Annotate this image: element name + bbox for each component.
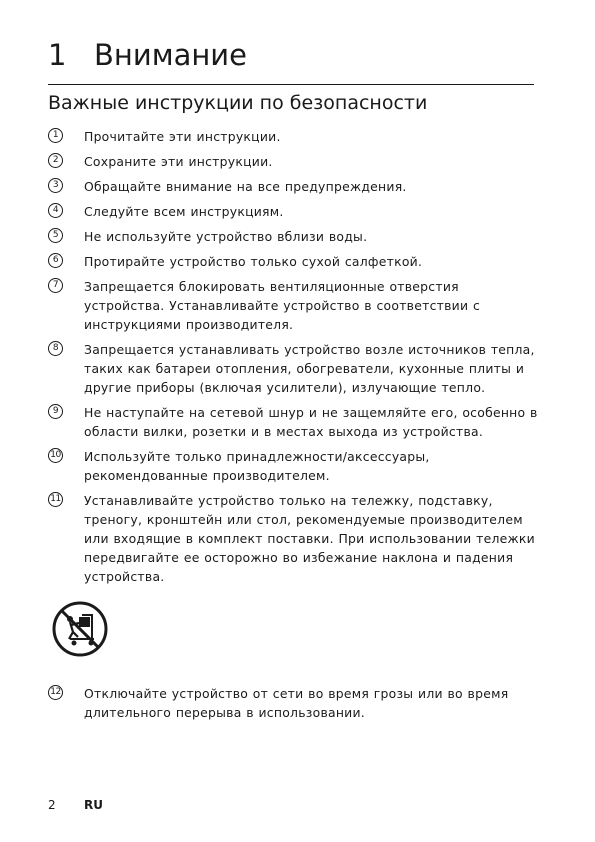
instruction-text-7: Запрещается блокировать вентиляционные отверстия устройства. Устанавливайте устройство в соответствии с инструкциями производителя.: [84, 279, 481, 332]
instruction-item-9: [48, 403, 540, 441]
instruction-item-6: [48, 252, 540, 271]
cart-tip-over-warning-icon: [52, 601, 108, 657]
chapter-number: 1: [48, 38, 67, 72]
language-code: RU: [84, 798, 103, 812]
instruction-text-9: Не наступайте на сетевой шнур и не защемляйте его, особенно в области вилки, розетки и в местах выхода из устройства.: [84, 405, 538, 439]
heading-rule: [48, 84, 534, 85]
section-title: Важные инструкции по безопасности: [48, 92, 428, 114]
instruction-text-1: Прочитайте эти инструкции.: [84, 129, 281, 144]
instruction-item-11: [48, 491, 540, 586]
instruction-text-3: Обращайте внимание на все предупреждения.: [84, 179, 407, 194]
item-number-3: 3: [48, 178, 63, 193]
safety-instructions-list-continued: [48, 684, 540, 728]
item-number-1: 1: [48, 128, 63, 143]
instruction-item-8: [48, 340, 540, 397]
instruction-item-4: [48, 202, 540, 221]
instruction-item-5: [48, 227, 540, 246]
item-number-4: 4: [48, 203, 63, 218]
item-number-11: 11: [48, 492, 63, 507]
instruction-text-10: Используйте только принадлежности/аксессуары, рекомендованные производителем.: [84, 449, 430, 483]
safety-instructions-list: [48, 127, 540, 592]
instruction-text-8: Запрещается устанавливать устройство возле источников тепла, таких как батареи отопления, обогреватели, кухонные плиты и другие приборы (включая усилители), излучающие тепло.: [84, 342, 535, 395]
item-number-5: 5: [48, 228, 63, 243]
instruction-text-11: Устанавливайте устройство только на тележку, подставку, треногу, кронштейн или стол, рекомендуемые производителем или входящие в комплект поставки. При использовании тележки передвигайте ее осторожно во избежание наклона и падения устройства.: [84, 493, 535, 584]
item-number-8: 8: [48, 341, 63, 356]
instruction-item-7: [48, 277, 540, 334]
item-number-7: 7: [48, 278, 63, 293]
instruction-item-1: [48, 127, 540, 146]
chapter-heading: [48, 36, 247, 74]
chapter-title: Внимание: [94, 38, 248, 72]
instruction-item-10: [48, 447, 540, 485]
item-number-12: 12: [48, 685, 63, 700]
instruction-text-6: Протирайте устройство только сухой салфеткой.: [84, 254, 423, 269]
item-number-2: 2: [48, 153, 63, 168]
page-footer: [48, 797, 103, 813]
instruction-text-4: Следуйте всем инструкциям.: [84, 204, 284, 219]
instruction-text-5: Не используйте устройство вблизи воды.: [84, 229, 368, 244]
instruction-text-12: Отключайте устройство от сети во время грозы или во время длительного перерыва в использовании.: [84, 686, 509, 720]
page-number: 2: [48, 798, 56, 812]
instruction-item-3: [48, 177, 540, 196]
instruction-item-2: [48, 152, 540, 171]
instruction-item-12: [48, 684, 540, 722]
item-number-9: 9: [48, 404, 63, 419]
instruction-text-2: Сохраните эти инструкции.: [84, 154, 273, 169]
item-number-6: 6: [48, 253, 63, 268]
item-number-10: 10: [48, 448, 63, 463]
